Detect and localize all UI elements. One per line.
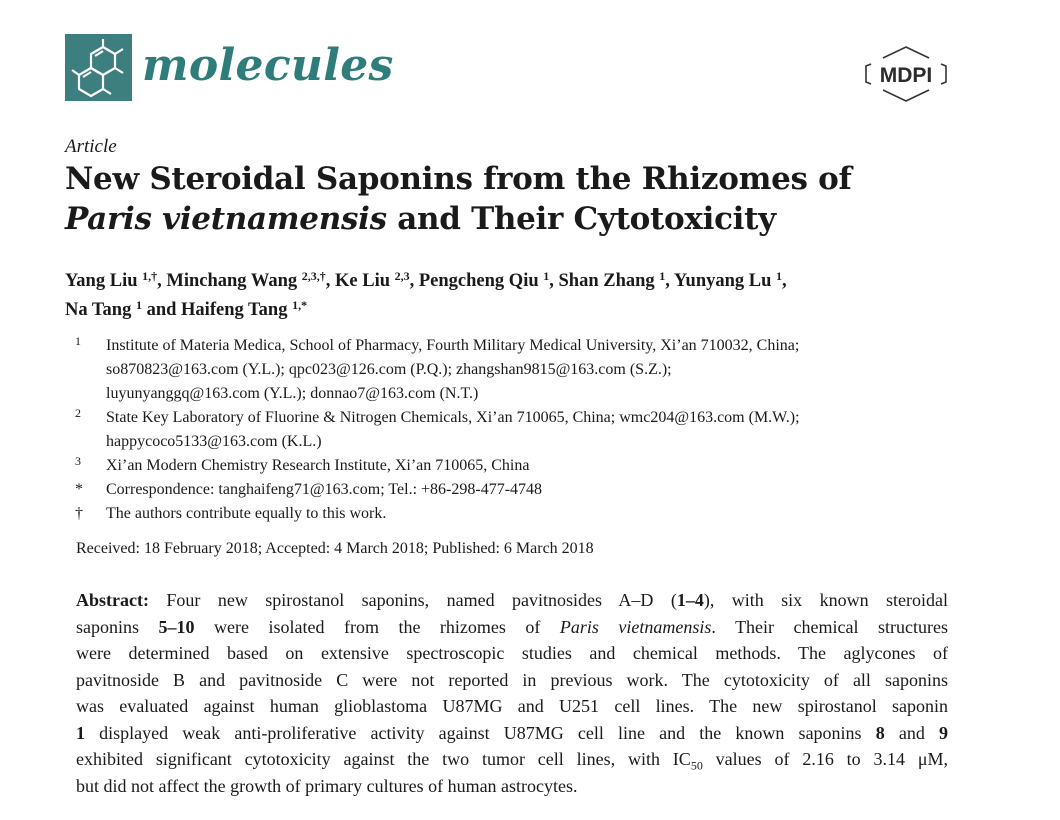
affiliation-1 [75, 334, 975, 406]
abstract-text: . Their chemical structures [711, 616, 948, 637]
affiliation-2 [75, 406, 975, 454]
author-name[interactable]: Pengcheng Qiu [418, 271, 539, 291]
affiliation-emails[interactable]: luyunyanggq@163.com (Y.L.); donnao7@163.com (N.T.) [106, 385, 479, 402]
author-affiliation-sup: 1 [543, 269, 550, 283]
abstract-line [76, 746, 948, 773]
compound-ref: 1 [76, 722, 85, 743]
affiliation-list [75, 334, 975, 526]
journal-logo[interactable] [65, 34, 132, 101]
title-line-2: and Their Cytotoxicity [386, 201, 776, 237]
compound-ref: 9 [939, 722, 948, 743]
compound-ref: 1–4 [676, 590, 704, 610]
molecule-icon [65, 34, 132, 101]
affiliation-marker: 3 [75, 454, 81, 468]
mdpi-logo-icon [863, 44, 949, 104]
equal-contribution-text: The authors contribute equally to this work. [106, 505, 387, 522]
correspondence [75, 478, 975, 502]
abstract-text: and [884, 722, 939, 743]
author-affiliation-sup: 1,† [142, 269, 158, 283]
publication-dates: Received: 18 February 2018; Accepted: 4 March 2018; Published: 6 March 2018 [76, 540, 594, 557]
author-name[interactable]: Ke Liu [335, 271, 390, 291]
article-type: Article [65, 136, 117, 157]
abstract-text: Four new spirostanol saponins, named pavitnosides A–D ( [148, 590, 677, 610]
abstract-line [76, 587, 948, 614]
author-affiliation-sup: 1 [659, 269, 666, 283]
abstract-line: were determined based on extensive spectroscopic studies and chemical methods. The aglycones of [76, 643, 948, 663]
abstract [76, 587, 948, 799]
compound-ref: 8 [875, 722, 885, 743]
abstract-text: were isolated from the rhizomes of [194, 616, 560, 637]
dagger-marker: † [75, 505, 83, 522]
ic50-subscript: 50 [690, 758, 703, 773]
publisher-name: MDPI [879, 64, 933, 87]
author-name[interactable]: Yang Liu [65, 271, 138, 291]
abstract-text: exhibited significant cytotoxicity against the two tumor cell lines, with IC [76, 749, 691, 769]
journal-name[interactable]: molecules [142, 40, 394, 91]
affiliation-line: Institute of Materia Medica, School of Pharmacy, Fourth Military Medical University, Xi’an 710032, China; [106, 337, 800, 354]
abstract-line [76, 720, 948, 747]
abstract-line: pavitnoside B and pavitnoside C were not reported in previous work. The cytotoxicity of all saponins [76, 669, 948, 690]
author-affiliation-sup: 1 [776, 269, 783, 283]
author-affiliation-sup: 2,3,† [301, 269, 326, 283]
title-species: Paris vietnamensis [65, 201, 387, 237]
author-list: Yang Liu $^{1,\dagger}$, Minchang Wang $^{2,3,\dagger}$, Ke Liu $^{2,3}$, Pengcheng Qiu $^1$, Shan Zhang $^1$, Yunyang Lu $^1$, Na Tang $^1$ and Haifeng Tang $^{1,*}$ [65, 269, 787, 320]
author-name[interactable]: Haifeng Tang [181, 300, 288, 320]
affiliation-3 [75, 454, 975, 478]
article-title [65, 159, 1005, 239]
abstract-text: saponins [76, 616, 159, 637]
compound-ref: 5–10 [158, 616, 195, 637]
author-name[interactable]: Minchang Wang [166, 271, 298, 291]
correspondence-marker: * [75, 481, 83, 498]
abstract-text: values of 2.16 to 3.14 μM, [702, 749, 948, 769]
abstract-line: but did not affect the growth of primary cultures of human astrocytes. [76, 775, 578, 796]
abstract-line [76, 614, 948, 641]
species-name: Paris vietnamensis [559, 616, 712, 637]
correspondence-line[interactable]: Correspondence: tanghaifeng71@163.com; Tel.: +86-298-477-4748 [106, 481, 543, 498]
abstract-line: was evaluated against human glioblastoma U87MG and U251 cell lines. The new spirostanol saponin [76, 696, 948, 716]
affiliation-emails[interactable]: so870823@163.com (Y.L.); qpc023@126.com (P.Q.); zhangshan9815@163.com (S.Z.); [106, 361, 672, 378]
equal-contribution-note [75, 502, 975, 526]
affiliation-marker: 2 [75, 406, 81, 420]
title-line-1: New Steroidal Saponins from the Rhizomes of [65, 161, 852, 197]
author-affiliation-sup: 1,* [292, 298, 308, 312]
author-conjunction: and [146, 300, 177, 320]
author-name[interactable]: Na Tang [65, 300, 132, 320]
abstract-text: displayed weak anti-proliferative activity against U87MG cell line and the known saponins [85, 722, 876, 743]
affiliation-line: Xi’an Modern Chemistry Research Institute, Xi’an 710065, China [106, 457, 530, 474]
author-name[interactable]: Yunyang Lu [673, 271, 772, 291]
affiliation-emails[interactable]: happycoco5133@163.com (K.L.) [106, 433, 322, 450]
author-affiliation-sup: 1 [135, 298, 142, 312]
affiliation-marker: 1 [75, 334, 81, 348]
abstract-label: Abstract: [76, 590, 149, 610]
abstract-text: ), with six known steroidal [703, 590, 948, 610]
author-name[interactable]: Shan Zhang [558, 271, 655, 291]
author-affiliation-sup: 2,3 [394, 269, 410, 283]
affiliation-line: State Key Laboratory of Fluorine & Nitrogen Chemicals, Xi’an 710065, China; wmc204@163.com (M.W.); [106, 409, 800, 426]
publisher-logo[interactable] [863, 44, 949, 104]
